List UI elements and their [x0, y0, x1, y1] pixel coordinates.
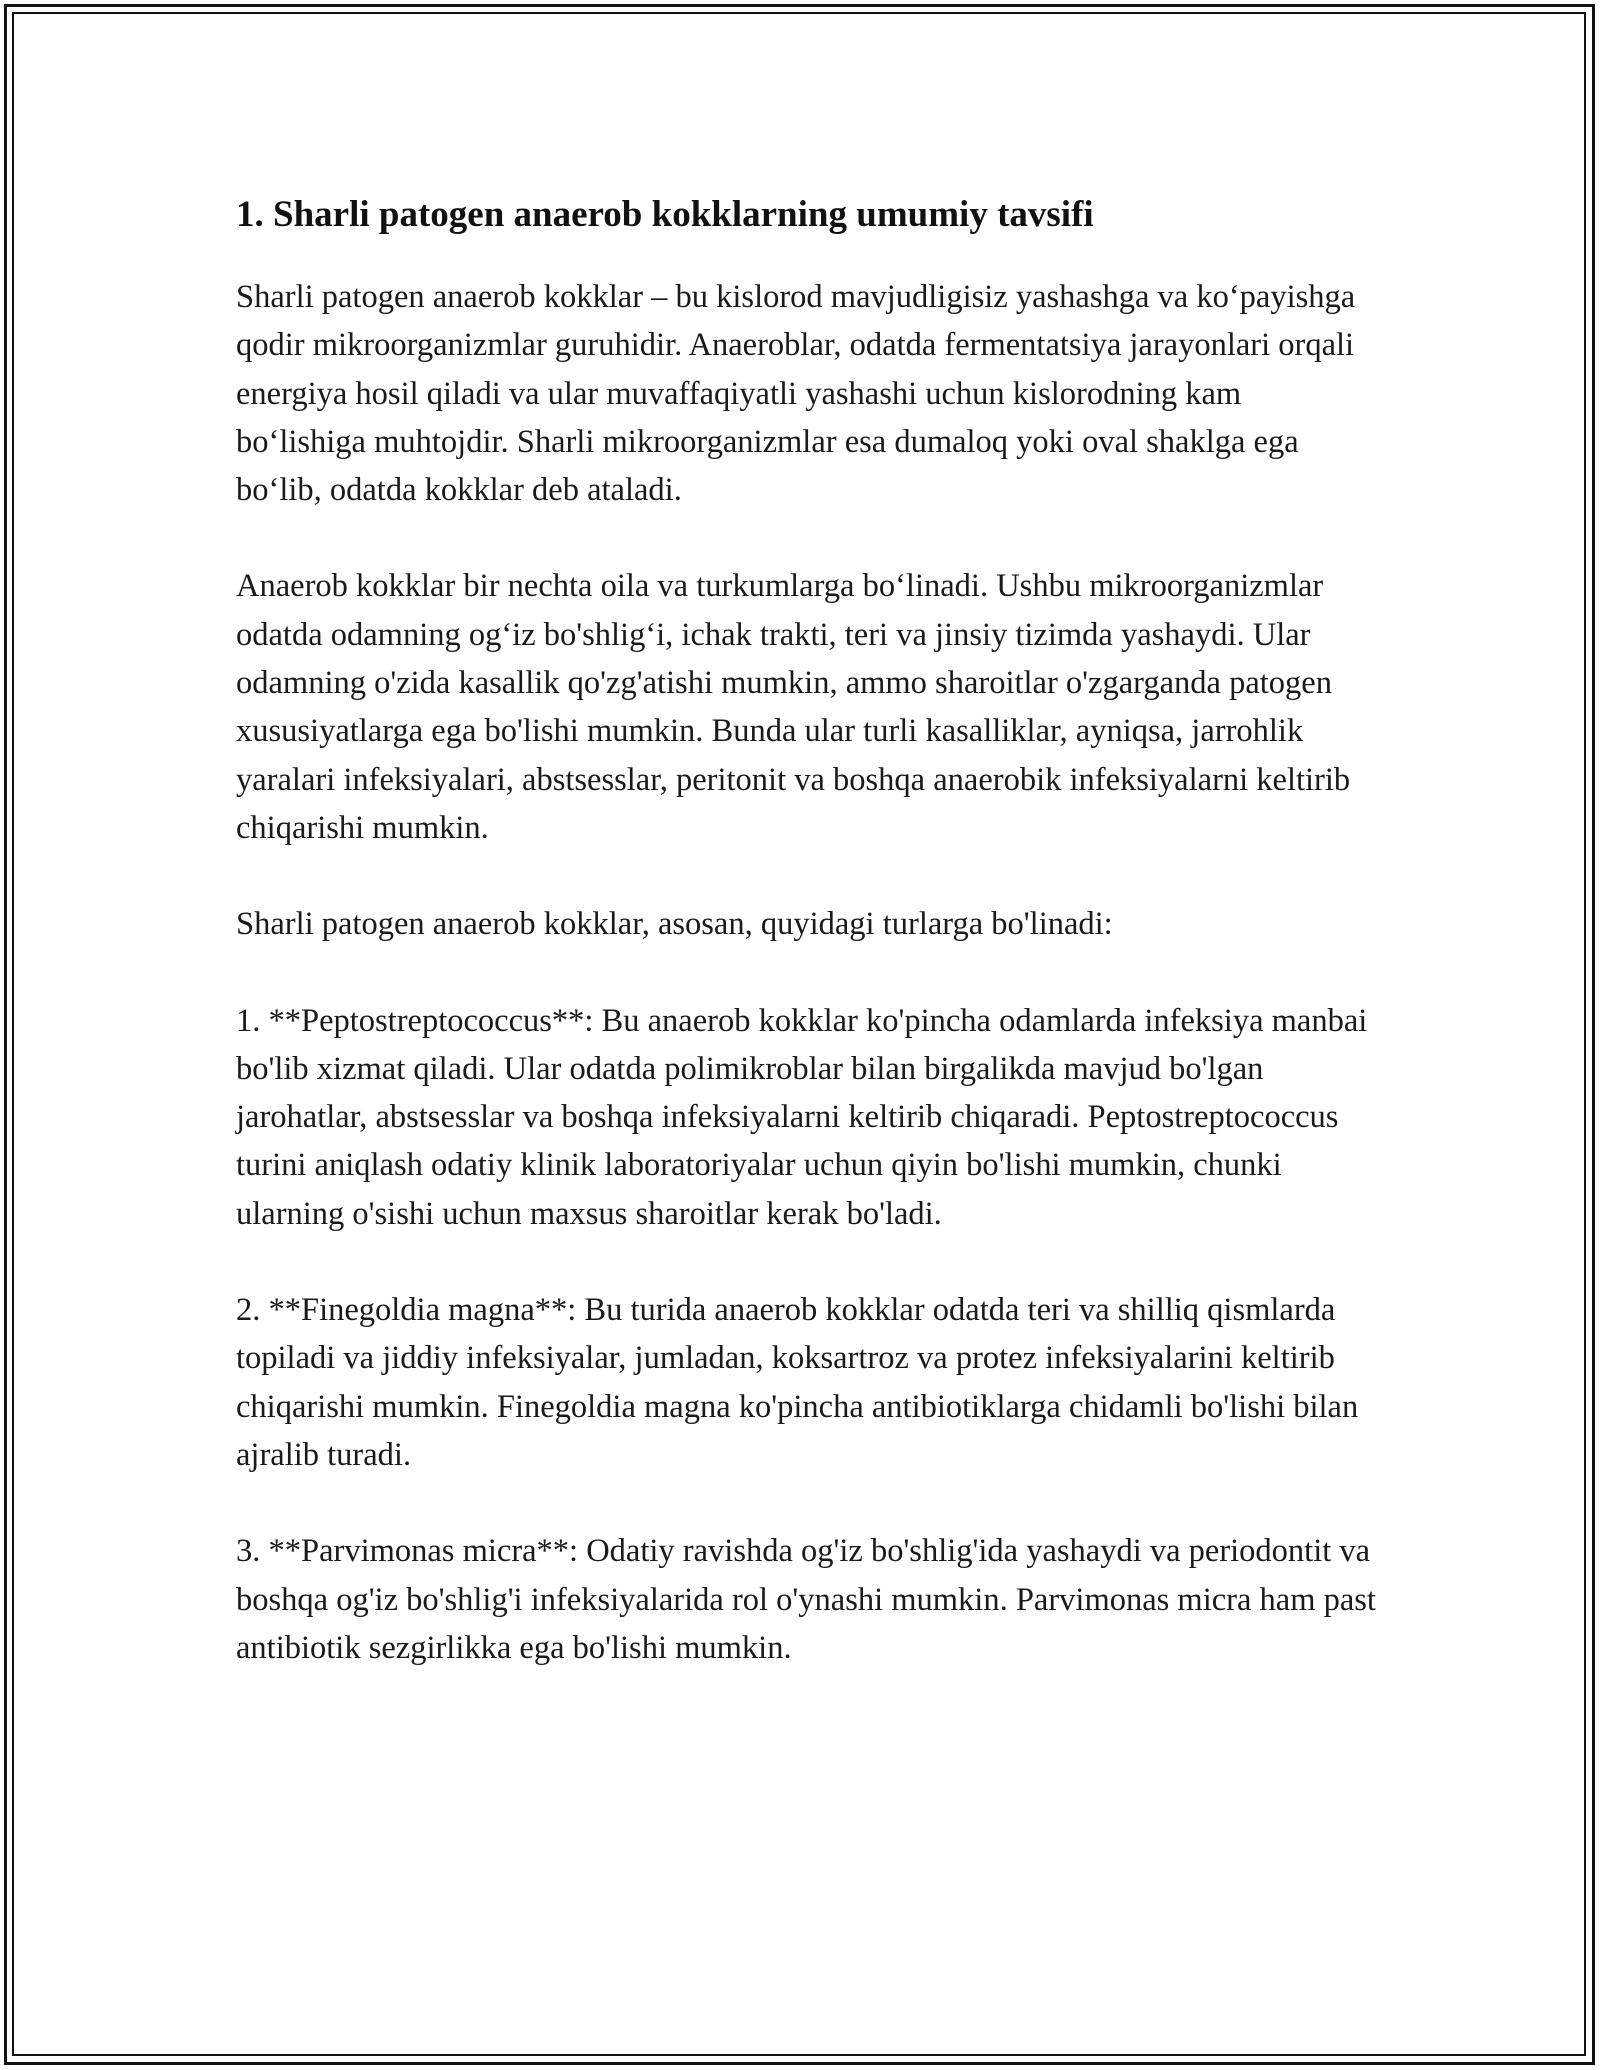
- paragraph-intro: Sharli patogen anaerob kokklar – bu kislorod mavjudligisiz yashashga va ko‘payishga qodir mikroorganizmlar guruhidir. Anaeroblar, odatda fermentatsiya jarayonlari orqali energiya hosil qiladi va ular muvaffaqiyatli yashashi uchun kislorodning kam bo‘lishiga muhtojdir. Sharli mikroorganizmlar esa dumaloq yoki oval shaklga ega bo‘lib, odatda kokklar deb ataladi.: [236, 279, 1356, 509]
- paragraph-types-intro: Sharli patogen anaerob kokklar, asosan, quyidagi turlarga bo'linadi:: [236, 906, 1113, 943]
- paragraph-habitat: Anaerob kokklar bir nechta oila va turkumlarga bo‘linadi. Ushbu mikroorganizmlar odatda odamning og‘iz bo'shlig‘i, ichak trakti, teri va jinsiy tizimda yashaydi. Ular odamning o'zida kasallik qo'zg'atishi mumkin, ammo sharoitlar o'zgarganda patogen xususiyatlarga ega bo'lishi mumkin. Bunda ular turli kasalliklar, ayniqsa, jarrohlik yaralari infeksiyalari, abstsesslar, peritonit va boshqa anaerobik infeksiyalarni keltirib chiqarishi mumkin.: [236, 568, 1351, 846]
- list-item-peptostreptococcus: 1. **Peptostreptococcus**: Bu anaerob kokklar ko'pincha odamlarda infeksiya manbai bo'lib xizmat qiladi. Ular odatda polimikroblar bilan birgalikda mavjud bo'lgan jarohatlar, abstsesslar va boshqa infeksiyalarni keltirib chiqaradi. Peptostreptococcus turini aniqlash odatiy klinik laboratoriyalar uchun qiyin bo'lishi mumkin, chunki ularning o'sishi uchun maxsus sharoitlar kerak bo'ladi.: [236, 1002, 1368, 1232]
- list-item-finegoldia-magna: 2. **Finegoldia magna**: Bu turida anaerob kokklar odatda teri va shilliq qismlarda topiladi va jiddiy infeksiyalar, jumladan, koksartroz va protez infeksiyalarini keltirib chiqarishi mumkin. Finegoldia magna ko'pincha antibiotiklarga chidamli bo'lishi bilan ajralib turadi.: [236, 1292, 1359, 1473]
- section-heading: 1. Sharli patogen anaerob kokklarning umumiy tavsifi: [236, 194, 1094, 235]
- list-item-parvimonas-micra: 3. **Parvimonas micra**: Odatiy ravishda og'iz bo'shlig'ida yashaydi va periodontit va boshqa og'iz bo'shlig'i infeksiyalarida rol o'ynashi mumkin. Parvimonas micra ham past antibiotik sezgirlikka ega bo'lishi mumkin.: [236, 1533, 1376, 1666]
- document-body: [236, 185, 1376, 1720]
